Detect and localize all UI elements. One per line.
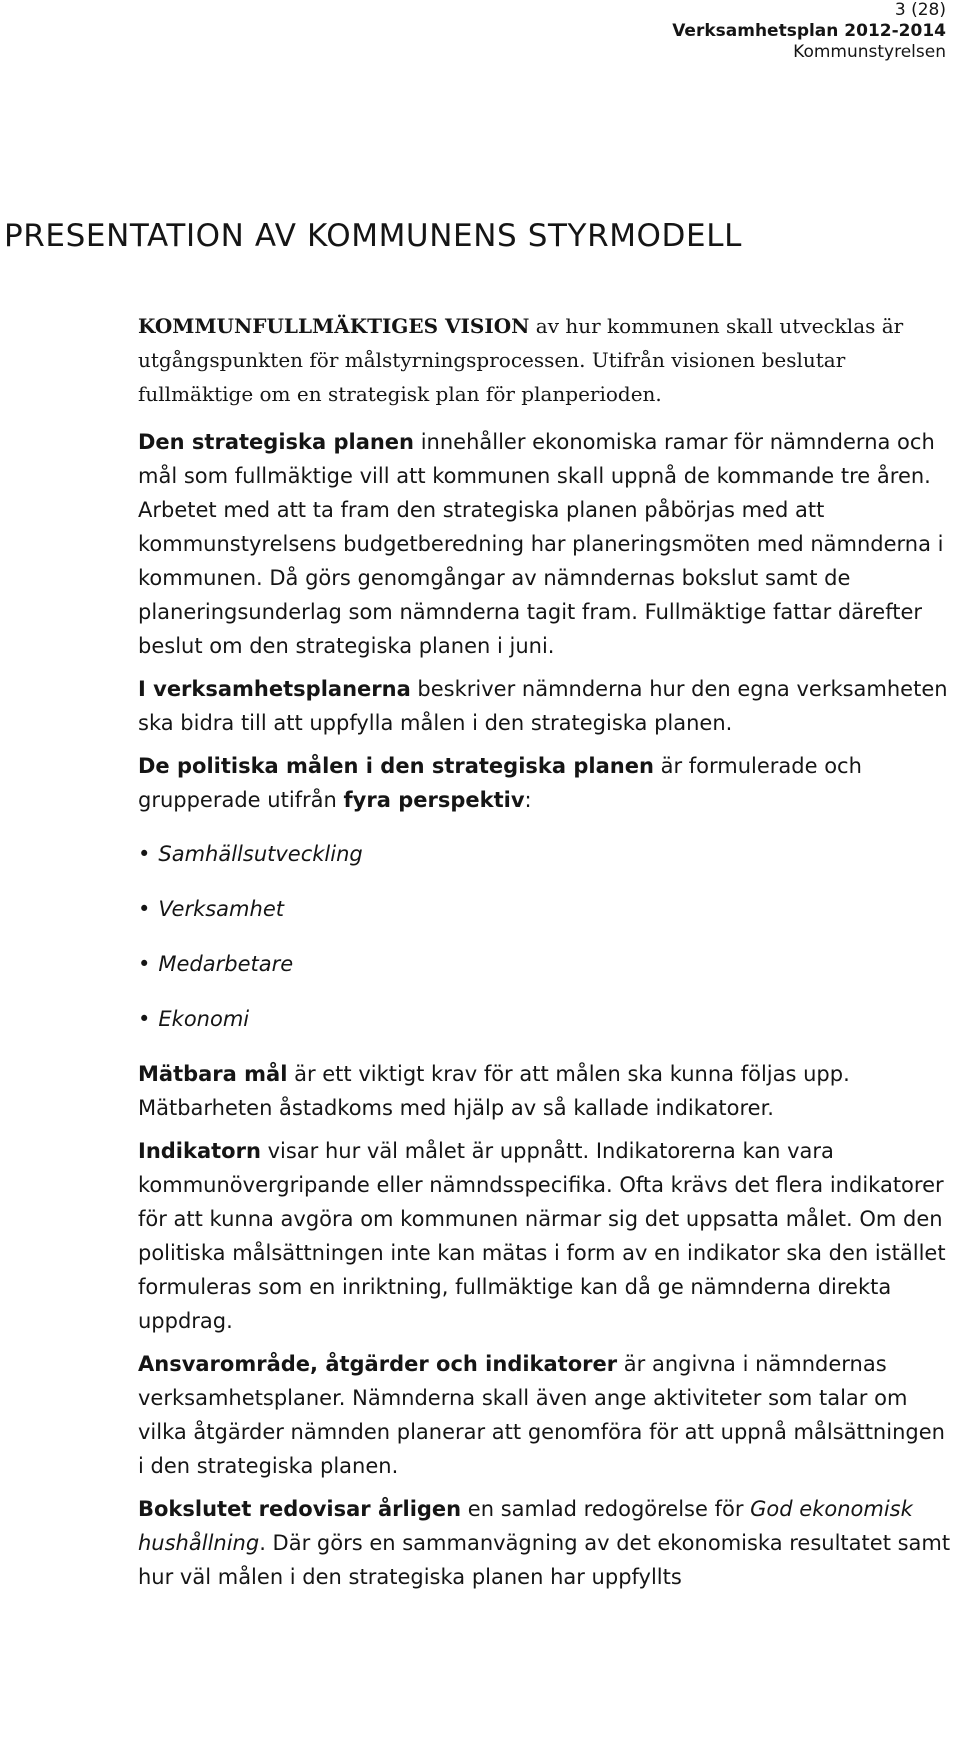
page-title: PRESENTATION AV KOMMUNENS STYRMODELL [4,218,742,254]
bullet-icon: • [138,952,151,976]
perspective-label: Ekonomi [158,1007,250,1031]
annual-report-paragraph [138,1492,953,1594]
list-item [138,882,953,937]
perspective-label: Verksamhet [158,897,284,921]
vision-text: av hur kommunen skall utvecklas är utgångspunkten för målstyrningsprocessen. Utifrån visionen beslutar fullmäktige om en strategisk plan för planperioden. [138,314,904,406]
list-item [138,992,953,1047]
strategic-plan-text: innehåller ekonomiska ramar för nämnderna och mål som fullmäktige vill att kommunen skall uppnå de kommande tre åren. Arbetet med att ta fram den strategiska planen påbörjas med att kommunstyrelsens budgetberedning har planeringsmöten med nämnderna i kommunen. Då görs genomgångar av nämndernas bokslut samt de planeringsunderlag som nämnderna tagit fram. Fullmäktige fattar därefter beslut om den strategiska planen i juni. [138,430,944,658]
perspectives-list [138,827,953,1047]
perspective-label: Medarbetare [158,952,294,976]
bullet-icon: • [138,842,151,866]
page-header [672,0,946,63]
business-plans-text: beskriver nämnderna hur den egna verksamheten ska bidra till att uppfylla målen i den strategiska planen. [138,677,948,735]
measurable-text: är ett viktigt krav för att målen ska kunna följas upp. Mätbarheten åstadkoms med hjälp av så kallade indikatorer. [138,1062,850,1120]
business-plans-paragraph [138,672,953,740]
organization-name: Kommunstyrelsen [793,42,946,62]
strategic-plan-paragraph [138,425,953,663]
list-item [138,827,953,882]
annual-report-italic: God ekonomisk hushållning [138,1497,913,1555]
vision-paragraph [138,309,953,411]
strategic-plan-heading: Den strategiska planen [138,430,415,454]
indicator-text: visar hur väl målet är uppnått. Indikatorerna kan vara kommunövergripande eller nämndsspecifika. Ofta krävs det flera indikatorer för att kunna avgöra om kommunen närmar sig det uppsatta målet. Om den politiska målsättningen inte kan mätas i form av en indikator ska den istället formuleras som en inriktning, fullmäktige kan då ge nämnderna direkta uppdrag. [138,1139,946,1333]
bullet-icon: • [138,1007,151,1031]
perspectives-heading: fyra perspektiv [343,788,525,812]
measurable-paragraph [138,1057,953,1125]
measurable-heading: Mätbara mål [138,1062,288,1086]
business-plans-heading: I verksamhetsplanerna [138,677,411,701]
goals-colon: : [524,788,532,812]
goals-heading: De politiska målen i den strategiska planen [138,754,654,778]
responsibility-heading: Ansvarområde, åtgärder och indikatorer [138,1352,618,1376]
page-number: 3 (28) [894,0,946,20]
perspective-label: Samhällsutveckling [158,842,363,866]
plan-title: Verksamhetsplan 2012-2014 [672,21,946,41]
responsibility-text: är angivna i nämndernas verksamhetsplaner. Nämnderna skall även ange aktiviteter som talar om vilka åtgärder nämnden planerar att genomföra för att uppnå målsättningen i den strategiska planen. [138,1352,945,1478]
annual-report-heading: Bokslutet redovisar årligen [138,1497,462,1521]
indicator-heading: Indikatorn [138,1139,261,1163]
indicator-paragraph [138,1134,953,1338]
annual-report-text-end: . Där görs en sammanvägning av det ekonomiska resultatet samt hur väl målen i den strategiska planen har uppfyllts [138,1531,951,1589]
annual-report-text: en samlad redogörelse för [461,1497,751,1521]
responsibility-paragraph [138,1347,953,1483]
bullet-icon: • [138,897,151,921]
goals-text: är formulerade och grupperade utifrån [138,754,862,812]
goals-paragraph [138,749,953,817]
list-item [138,937,953,992]
vision-heading: KOMMUNFULLMÄKTIGES VISION [138,314,530,338]
document-body [138,309,953,1594]
